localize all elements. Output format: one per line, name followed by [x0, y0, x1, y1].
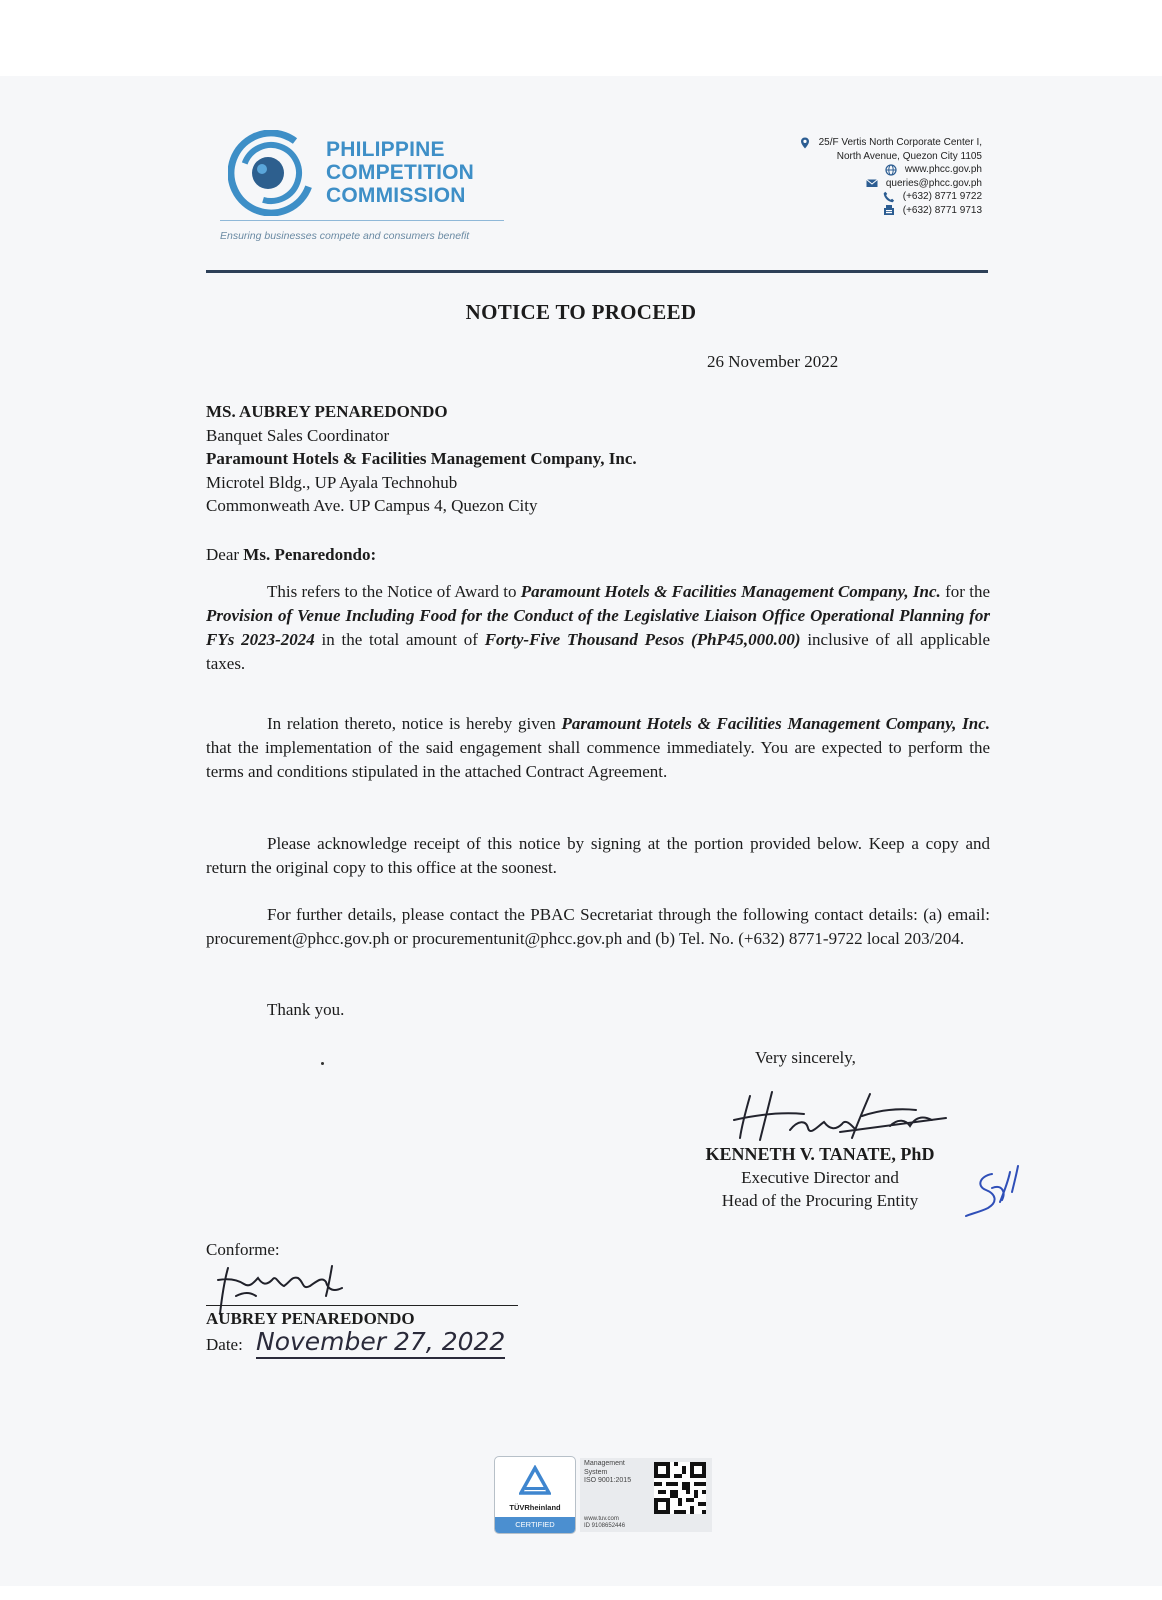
certified-label: CERTIFIED: [495, 1517, 575, 1533]
signatory-title-2: Head of the Procuring Entity: [721, 1191, 919, 1210]
signatory-title-1: Executive Director and: [741, 1168, 899, 1187]
phone-icon: [883, 191, 895, 203]
document-title: NOTICE TO PROCEED: [465, 300, 697, 324]
recipient-block: [206, 400, 637, 518]
phcc-logo-icon: [228, 130, 314, 216]
certificate-id: ID 9108652446: [584, 1523, 626, 1529]
website-row: [682, 163, 982, 177]
letter-date: 26 November 2022: [707, 352, 839, 371]
brand-name: [326, 138, 474, 207]
scan-speck: [321, 1062, 324, 1065]
brand-line-3: COMMISSION: [326, 184, 466, 207]
address-line-1: 25/F Vertis North Corporate Center I,: [818, 137, 982, 148]
conforme-signature-line: [206, 1305, 518, 1306]
salutation-prefix: Dear: [206, 545, 244, 564]
paragraph-award: [206, 580, 990, 676]
para1-text-2: for the: [940, 582, 990, 601]
para2-text-1: In relation thereto, notice is hereby given: [267, 714, 562, 733]
globe-icon: [885, 164, 897, 176]
conforme-label: Conforme:: [206, 1240, 280, 1259]
para2-company: Paramount Hotels & Facilities Management Company, Inc.: [561, 714, 990, 733]
conforme-date-label: Date:: [206, 1335, 243, 1354]
paragraph-contact: For further details, please contact the PBAC Secretariat through the following contact details: (a) email: procurement@phcc.gov.ph or procurementunit@phcc.gov.ph and (b) Tel. No. (+632) 8771-9722 local 203/204.: [206, 905, 990, 948]
paragraph-acknowledge: Please acknowledge receipt of this notice by signing at the portion provided below. Keep a copy and return the original copy to this office at the soonest.: [206, 834, 990, 877]
paragraph-notice: [206, 712, 990, 784]
brand-divider: [220, 220, 504, 221]
thank-you: Thank you.: [267, 1000, 345, 1019]
contact-block: [682, 136, 982, 217]
fax-row: [682, 204, 982, 218]
tagline: Ensuring businesses compete and consumers benefit: [220, 230, 470, 242]
fax-number: (+632) 8771 9713: [902, 204, 982, 216]
tuv-triangle-icon: [519, 1465, 551, 1497]
recipient-position: Banquet Sales Coordinator: [206, 425, 390, 445]
system-line-2: System: [584, 1468, 608, 1476]
initials-icon: [962, 1162, 1032, 1222]
iso-standard: ISO 9001:2015: [584, 1477, 632, 1484]
iso-certification-badge: [494, 1456, 712, 1532]
phone-number: (+632) 8771 9722: [902, 191, 982, 202]
para1-text-3: in the total amount of: [314, 630, 485, 649]
email-link[interactable]: queries@phcc.gov.ph: [885, 177, 982, 189]
address-row: [682, 136, 982, 150]
system-line-1: Management: [584, 1460, 625, 1467]
email-row: [682, 177, 982, 191]
conforme-name: AUBREY PENAREDONDO: [206, 1309, 415, 1328]
certificate-url: [584, 1516, 625, 1530]
phone-row: [682, 190, 982, 204]
recipient-company: Paramount Hotels & Facilities Management Company, Inc.: [206, 449, 637, 468]
para1-text-4: inclusive of all applicable taxes.: [206, 630, 990, 673]
para1-company: Paramount Hotels & Facilities Management Company, Inc.: [520, 582, 941, 601]
recipient-address-2: Commonweath Ave. UP Campus 4, Quezon City: [206, 496, 538, 515]
certification-info: [580, 1458, 712, 1532]
closing: Very sincerely,: [755, 1048, 856, 1067]
recipient-address-1: Microtel Bldg., UP Ayala Technohub: [206, 472, 458, 492]
signatory-name: KENNETH V. TANATE, PhD: [705, 1144, 935, 1164]
header-rule: [206, 270, 988, 273]
qr-code-icon: [654, 1462, 706, 1514]
tuv-url: www.tuv.com: [584, 1516, 619, 1522]
executive-signature-icon: [720, 1086, 960, 1148]
salutation-name: Ms. Penaredondo:: [243, 545, 377, 564]
brand-line-2: COMPETITION: [326, 161, 475, 184]
recipient-name: MS. AUBREY PENAREDONDO: [206, 402, 448, 421]
para1-amount: Forty-Five Thousand Pesos (PhP45,000.00): [484, 630, 801, 649]
address-line-2: North Avenue, Quezon City 1105: [836, 150, 982, 162]
para2-text-2: that the implementation of the said engagement shall commence immediately. You are expected to perform the terms and conditions stipulated in the attached Contract Agreement.: [206, 738, 990, 781]
conforme-handwritten-date: November 27, 2022: [256, 1327, 505, 1359]
para1-project: Provision of Venue Including Food for the Conduct of the Legislative Liaison Office Operational Planning for FYs 2023-2024: [206, 606, 990, 649]
para1-text-1: This refers to the Notice of Award to: [267, 582, 521, 601]
address-row-2: [682, 150, 982, 164]
tuv-brand: TÜVRheinland: [509, 1503, 561, 1512]
fax-icon: [883, 204, 895, 216]
salutation: [206, 545, 376, 565]
management-system: [584, 1460, 631, 1486]
location-pin-icon: [799, 137, 811, 149]
tuv-badge: [494, 1456, 576, 1534]
website-link[interactable]: www.phcc.gov.ph: [904, 164, 982, 175]
signatory-block: [680, 1143, 960, 1212]
envelope-icon: [866, 177, 878, 189]
brand-line-1: PHILIPPINE: [326, 138, 445, 161]
